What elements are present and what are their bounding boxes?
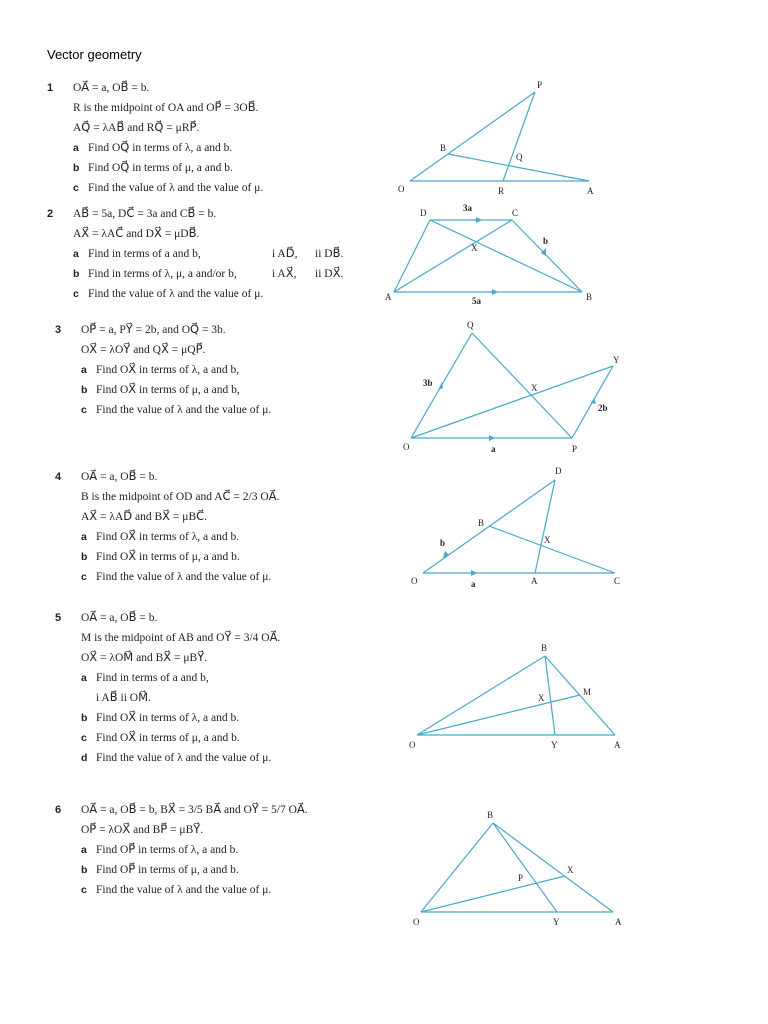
part-c [81,567,279,587]
part-text: Find the value of λ and the value of μ. [96,571,272,583]
part-letter: c [73,288,79,300]
part-text: Find OQ⃗ in terms of λ, a and b. [88,142,233,154]
part-a [81,840,308,860]
label-5a: 5a [472,296,481,306]
part-letter: a [81,531,87,543]
question-6 [55,800,308,900]
label-y: Y [613,355,620,365]
setup-line: OA⃗ = a, OB⃗ = b, BX⃗ = 3/5 BA⃗ and OY⃗ = 5/7 OA⃗. [81,804,308,816]
part-text: Find in terms of a and b, [88,248,201,260]
part-letter: c [81,571,87,583]
part-text: Find OX⃗ in terms of μ, a and b. [96,732,240,744]
question-number: 1 [47,82,54,94]
setup-line: AX⃗ = λAC⃗ and DX⃗ = μDB⃗. [73,228,200,240]
label-x: X [538,693,545,703]
part-letter: b [73,268,80,280]
part-letter: b [73,162,80,174]
label-a: A [587,186,594,196]
question-number: 5 [55,612,62,624]
part-text: Find in terms of a and b, [96,672,209,684]
question-5 [55,608,280,768]
label-b: B [586,292,593,302]
part-b [81,547,279,567]
label-p: P [572,444,578,454]
part-text: Find the value of λ and the value of μ. [88,182,264,194]
label-b-vector: b [440,538,446,548]
part-text: Find in terms of λ, μ, a and/or b, [88,268,237,280]
part-text: Find OP⃗ in terms of λ, a and b. [96,844,239,856]
label-x: X [567,865,574,875]
part-letter: a [81,844,87,856]
question-number: 6 [55,804,62,816]
label-o: O [411,576,418,586]
setup-line: M is the midpoint of AB and OY⃗ = 3/4 OA⃗. [81,632,281,644]
part-letter: c [81,404,87,416]
label-c: C [614,576,621,586]
part-text: Find OX⃗ in terms of μ, a and b, [96,384,240,396]
part-b [73,158,263,178]
part-b [81,708,280,728]
part-letter: a [81,672,87,684]
label-3a: 3a [463,203,472,213]
part-letter: c [73,182,79,194]
setup-line: OP⃗ = a, PY⃗ = 2b, and OQ⃗ = 3b. [81,324,226,336]
setup-line: OX⃗ = λOY⃗ and QX⃗ = μQP⃗. [81,344,206,356]
part-a [81,360,271,380]
figure-4 [405,460,630,590]
label-a-vector: a [491,444,496,454]
part-a [73,138,263,158]
label-c: C [512,208,519,218]
question-number: 2 [47,208,54,220]
question-number: 4 [55,471,62,483]
label-x: X [544,535,551,545]
label-y: Y [553,917,560,927]
part-a [81,527,279,547]
part-text: Find OX⃗ in terms of λ, a and b. [96,712,240,724]
part-b [73,264,344,284]
part-letter: a [81,364,87,376]
setup-line: OA⃗ = a, OB⃗ = b. [81,612,158,624]
label-a: A [615,917,622,927]
part-text: Find OX⃗ in terms of λ, a and b. [96,531,240,543]
label-m: M [583,687,592,697]
question-2 [47,204,344,304]
part-c [73,178,263,198]
part-d [81,748,280,768]
label-o: O [413,917,420,927]
label-y: Y [551,740,558,750]
label-3b: 3b [423,378,433,388]
part-letter: d [81,752,88,764]
part-b [81,380,271,400]
setup-line: AQ⃗ = λAB⃗ and RQ⃗ = μRP⃗. [73,122,200,134]
setup-line: OP⃗ = λOX⃗ and BP⃗ = μBY⃗. [81,824,204,836]
part-c [73,284,263,304]
figure-2 [380,200,606,310]
part-letter: b [81,712,88,724]
setup-line: OA⃗ = a, OB⃗ = b. [81,471,158,483]
setup-line: B is the midpoint of OD and AC⃗ = 2/3 OA⃗. [81,491,280,503]
part-b [81,860,308,880]
part-text: Find the value of λ and the value of μ. [96,404,272,416]
label-r: R [498,186,505,196]
setup-line: AX⃗ = λAD⃗ and BX⃗ = μBC⃗. [81,511,208,523]
label-a: A [385,292,392,302]
part-c [81,400,271,420]
label-x: X [531,383,538,393]
label-o: O [403,442,410,452]
part-c [81,728,280,748]
label-a: A [531,576,538,586]
part-a [73,244,344,264]
part-text: Find OP⃗ in terms of μ, a and b. [96,864,239,876]
question-4 [55,467,279,587]
part-letter: a [73,142,79,154]
label-b: B [541,643,548,653]
label-q: Q [467,320,474,330]
figure-1 [390,78,610,200]
part-a-sub: i AB⃗ ii OM⃗. [96,692,151,704]
label-b-vector: b [543,236,549,246]
setup-line: R is the midpoint of OA and OP⃗ = 3OB⃗. [73,102,259,114]
sub-ii: ii DX⃗. [315,268,344,280]
part-c [81,880,308,900]
label-b: B [478,518,485,528]
label-p: P [518,873,524,883]
sub-i: i AX⃗, [272,268,297,280]
sub-ii: ii DB⃗. [315,248,344,260]
label-x: X [471,243,478,253]
part-a [81,668,280,688]
label-a: A [614,740,621,750]
part-letter: c [81,732,87,744]
part-text: Find OX⃗ in terms of λ, a and b, [96,364,240,376]
label-q: Q [516,152,523,162]
label-o: O [398,184,405,194]
label-b: B [487,810,494,820]
page-title: Vector geometry [47,47,142,62]
label-o: O [409,740,416,750]
part-letter: b [81,864,88,876]
label-a-vector: a [471,579,476,589]
figure-5 [405,638,630,758]
setup-line: OA⃗ = a, OB⃗ = b. [73,82,150,94]
part-text: Find the value of λ and the value of μ. [96,752,272,764]
figure-3 [395,318,629,460]
sub-i: i AD⃗, [272,248,298,260]
part-text: Find OQ⃗ in terms of μ, a and b. [88,162,233,174]
part-letter: c [81,884,87,896]
label-d: D [420,208,427,218]
part-text: Find the value of λ and the value of μ. [88,288,264,300]
part-text: Find OX⃗ in terms of μ, a and b. [96,551,240,563]
part-letter: b [81,384,88,396]
question-1 [47,78,263,198]
part-letter: b [81,551,88,563]
label-d: D [555,466,562,476]
figure-6 [405,805,630,930]
label-p: P [537,80,543,90]
setup-line: AB⃗ = 5a, DC⃗ = 3a and CB⃗ = b. [73,208,217,220]
question-number: 3 [55,324,62,336]
setup-line: OX⃗ = λOM⃗ and BX⃗ = μBY⃗. [81,652,208,664]
part-letter: a [73,248,79,260]
label-2b: 2b [598,403,608,413]
label-b: B [440,143,447,153]
question-3 [55,320,271,420]
part-text: Find the value of λ and the value of μ. [96,884,272,896]
